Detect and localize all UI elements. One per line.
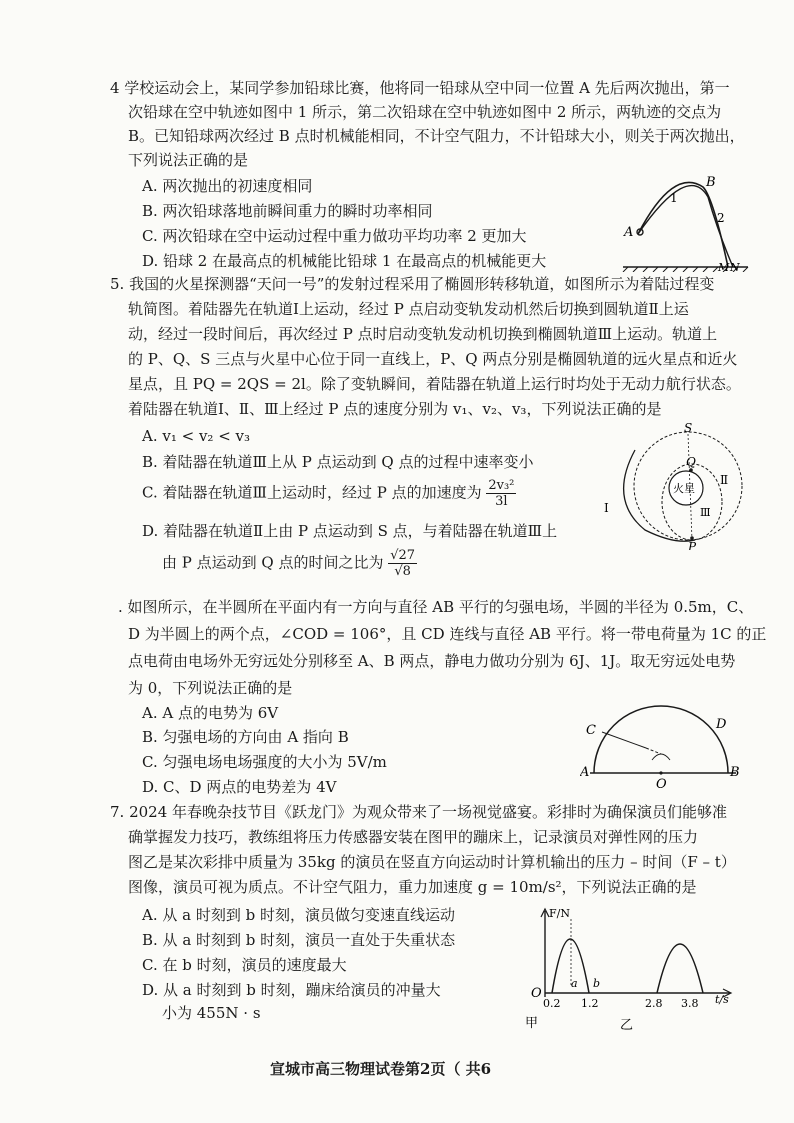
q5-line-3: 动，经过一段时间后，再次经过 P 点时启动变轨发动机切换到椭圆轨道Ⅲ上运动。轨道上 [128,325,718,343]
q5-line-5: 星点，且 PQ = 2QS = 2l。除了变轨瞬间，着陆器在轨道上运行时均处于无动力航行状态。 [128,375,741,393]
origin-label: O [531,986,542,1001]
force-pulse-2 [657,944,703,993]
q4-option-d: D. 铅球 2 在最高点的机械能比铅球 1 在最高点的机械能更大 [142,252,547,270]
q5-option-c [142,478,516,509]
q6-option-d: D. C、D 两点的电势差为 4V [142,778,337,796]
angle-arc [652,754,670,760]
q5-option-c-numerator: 2v₃² [488,478,515,493]
q4-line-3: B。已知铅球两次经过 B 点时机械能相同，不计空气阻力，不计铅球大小，则关于两次抛出， [128,127,745,145]
label-b-time: b [593,977,601,990]
semicircle-arc [594,706,728,773]
q4-option-a: A. 两次抛出的初速度相同 [142,177,313,195]
label-a: A [580,765,590,780]
line-co [602,732,646,748]
q7-force-time-graph [525,905,755,1035]
label-b: B [706,175,716,190]
q4-line-4: 下列说法正确的是 [128,151,249,169]
label-a: A [624,225,634,240]
line-co-dashed [646,748,661,754]
q6-option-b: B. 匀强电场的方向由 A 指向 B [142,728,349,746]
q7-line-3: 图乙是某次彩排中质量为 35kg 的演员在竖直方向运动时计算机输出的压力 – 时间（F – t） [128,853,736,871]
q5-orbit-figure [600,420,750,550]
trajectory-1-curve [638,182,728,267]
label-orbit-iii: Ⅲ [700,506,711,519]
q7-line-1: 7. 2024 年春晚杂技节目《跃龙门》为观众带来了一场视觉盛宴。彩排时为确保演员们能够准 [110,803,728,821]
q5-line-6: 着陆器在轨道Ⅰ、Ⅱ、Ⅲ上经过 P 点的速度分别为 v₁、v₂、v₃，下列说法正确的是 [128,400,662,418]
q6-line-2: D 为半圆上的两个点，∠COD = 106°，且 CD 连线与直径 AB 平行。将一带电荷量为 1C 的正 [128,625,767,643]
label-s: S [684,421,693,435]
label-p: P [688,540,697,550]
q5-line-4: 的 P、Q、S 三点与火星中心位于同一直线上，P、Q 两点分别是椭圆轨道的远火星点和近火 [128,350,738,368]
q5-line-1: 5. 我国的火星探测器“天问一号”的发射过程采用了椭圆形转移轨道，如图所示为着陆过程变 [110,275,715,293]
label-orbit-i: Ⅰ [604,501,609,515]
q5-option-d-numerator: √27 [390,548,416,563]
q7-option-a: A. 从 a 时刻到 b 时刻，演员做匀变速直线运动 [142,906,455,924]
q4-line-1: 4 学校运动会上，某同学参加铅球比赛，他将同一铅球从空中同一位置 A 先后两次抛出，第一 [110,79,730,97]
q5-option-d-fraction [388,548,417,579]
q6-semicircle-figure [580,698,745,790]
q7-line-2: 确掌握发力技巧，教练组将压力传感器安装在图甲的蹦床上，记录演员对弹性网的压力 [128,828,699,846]
y-axis-label: F/N [549,907,570,920]
label-a-time: a [571,977,578,990]
q4-option-c: C. 两次铅球在空中运动过程中重力做功平均功率 2 更加大 [142,227,527,245]
q5-line-2: 轨简图。着陆器先在轨道Ⅰ上运动，经过 P 点启动变轨发动机然后切换到圆轨道Ⅱ上运 [128,300,689,318]
page-footer: 宣城市高三物理试卷第2页（ 共6 [270,1060,492,1078]
q7-option-d-line-2: 小为 455N · s [162,1004,261,1022]
label-1: 1 [670,191,678,205]
q4-trajectory-figure [618,172,753,272]
label-2: 2 [717,211,725,225]
label-q: Q [686,455,696,469]
q5-option-d-line-2 [162,548,417,579]
q7-option-d-line-1: D. 从 a 时刻到 b 时刻，蹦床给演员的冲量大 [142,981,441,999]
label-m: M [718,261,730,272]
q6-option-c: C. 匀强电场电场强度的大小为 5V/m [142,753,387,771]
q5-option-d-text: 由 P 点运动到 Q 点的时间之比为 [162,553,384,572]
q5-option-c-denominator: 3l [495,494,508,509]
label-yi: 乙 [620,1018,634,1033]
q5-option-d-denominator: √8 [394,564,411,579]
q5-option-d-line-1: D. 着陆器在轨道Ⅱ上由 P 点运动到 S 点，与着陆器在轨道Ⅲ上 [142,522,558,540]
label-d: D [716,717,727,732]
q5-option-c-fraction [486,478,516,509]
label-orbit-ii: Ⅱ [720,473,729,487]
label-n: N [730,261,740,272]
q5-option-c-text: C. 着陆器在轨道Ⅲ上运动时，经过 P 点的加速度为 [142,483,482,502]
label-b: B [730,765,740,780]
q6-option-a: A. A 点的电势为 6V [142,704,279,722]
q6-line-1: . 如图所示，在半圆所在平面内有一方向与直径 AB 平行的匀强电场，半圆的半径为 0.5m，C、 [118,598,754,616]
tick-1.2: 1.2 [581,997,599,1010]
q7-line-4: 图像，演员可视为质点。不计空气阻力，重力加速度 g = 10m/s²，下列说法正确的是 [128,878,697,896]
point-o-marker [659,771,662,774]
q7-option-b: B. 从 a 时刻到 b 时刻，演员一直处于失重状态 [142,931,456,949]
tick-0.2: 0.2 [543,997,561,1010]
x-axis-label: t/s [715,993,729,1006]
q4-option-b: B. 两次铅球落地前瞬间重力的瞬时功率相同 [142,202,433,220]
q6-line-3: 点电荷由电场外无穷远处分别移至 A、B 两点，静电力做功分别为 6J、1J。取无穷远处电势 [128,652,736,670]
label-o: O [656,777,667,790]
label-c: C [586,723,596,738]
q5-option-b: B. 着陆器在轨道Ⅲ上从 P 点运动到 Q 点的过程中速率变小 [142,453,534,471]
q7-option-c: C. 在 b 时刻，演员的速度最大 [142,956,347,974]
q5-option-a: A. v₁ < v₂ < v₃ [142,427,251,445]
label-mars: 火星 [673,482,695,495]
q6-line-4: 为 0，下列说法正确的是 [128,679,293,697]
tick-3.8: 3.8 [681,997,699,1010]
tick-2.8: 2.8 [645,997,663,1010]
label-jia: 甲 [525,1016,539,1031]
q4-line-2: 次铅球在空中轨迹如图中 1 所示，第二次铅球在空中轨迹如图中 2 所示，两轨迹的交点为 [128,103,722,121]
